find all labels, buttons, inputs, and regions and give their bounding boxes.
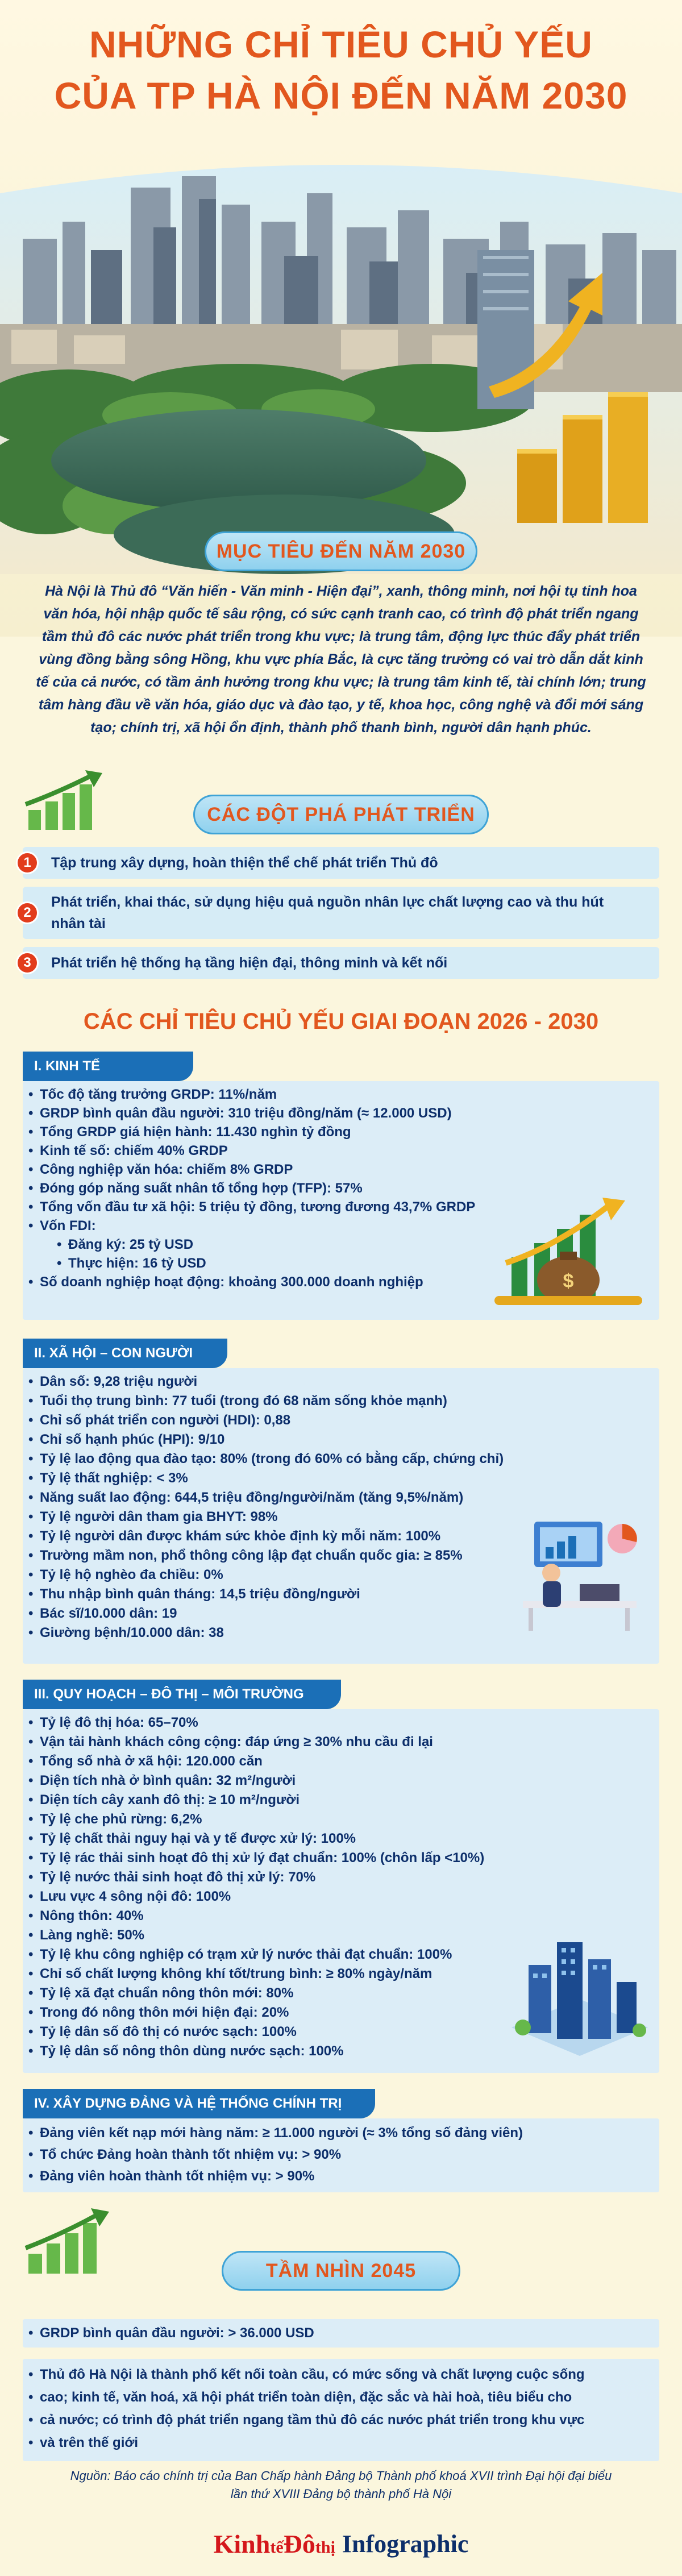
breakthrough-item-2 xyxy=(23,887,659,939)
list-item: • Công nghiệp văn hóa: chiếm 8% GRDP xyxy=(40,1162,293,1178)
list-item: • Lưu vực 4 sông nội đô: 100% xyxy=(40,1889,231,1905)
list-item: • Tỷ lệ người dân được khám sức khỏe định kỳ mỗi năm: 100% xyxy=(40,1528,440,1544)
society-panel xyxy=(23,1368,659,1664)
list-item: • Vốn FDI: xyxy=(40,1218,96,1234)
breakthrough-text: Tập trung xây dựng, hoàn thiện thể chế phát triển Thủ đô xyxy=(51,855,438,871)
list-item: • Nông thôn: 40% xyxy=(40,1908,144,1924)
footer-brand xyxy=(0,2524,682,2563)
list-item: • Tốc độ tăng trưởng GRDP: 11%/năm xyxy=(40,1087,277,1103)
list-item: • Tỷ lệ chất thải nguy hại và y tế được xử lý: 100% xyxy=(40,1831,356,1847)
growth-chart-icon xyxy=(23,770,119,833)
list-item: • Tuổi thọ trung bình: 77 tuổi (trong đó 68 năm sống khỏe mạnh) xyxy=(40,1393,447,1409)
brand-logo: KinhtếĐôthị xyxy=(213,2529,335,2558)
indicators-heading: CÁC CHỈ TIÊU CHỦ YẾU GIAI ĐOẠN 2026 - 2030 xyxy=(83,1009,599,1034)
list-item: • Tổ chức Đảng hoàn thành tốt nhiệm vụ: > 90% xyxy=(40,2147,341,2163)
list-item: • Đóng góp năng suất nhân tố tổng hợp (TFP): 57% xyxy=(40,1181,363,1196)
source-line: Nguồn: Báo cáo chính trị của Ban Chấp hành Đảng bộ Thành phố khoá XVII trình Đại hội đại biểu xyxy=(70,2469,612,2483)
list-item: • Diện tích nhà ở bình quân: 32 m²/người xyxy=(40,1773,296,1789)
list-item: • Đảng viên kết nạp mới hàng năm: ≥ 11.000 người (≈ 3% tổng số đảng viên) xyxy=(40,2125,523,2141)
infographic-label: Infographic xyxy=(342,2529,469,2558)
number-badge: 2 xyxy=(16,901,39,924)
breakthrough-text: Phát triển, khai thác, sử dụng hiệu quả nguồn nhân lực chất lượng cao và thu hút xyxy=(51,894,604,910)
list-item: • Chỉ số hạnh phúc (HPI): 9/10 xyxy=(40,1432,224,1448)
vision-heading: TẦM NHÌN 2045 xyxy=(222,2251,460,2291)
list-item: • Trong đó nông thôn mới hiện đại: 20% xyxy=(40,2005,289,2021)
list-item: • Tỷ lệ dân số nông thôn dùng nước sạch: 100% xyxy=(40,2043,344,2059)
breakthrough-item-3 xyxy=(23,947,659,979)
society-label: II. XÃ HỘI – CON NGƯỜI xyxy=(23,1339,227,1368)
title-line-2: CỦA TP HÀ NỘI ĐẾN NĂM 2030 xyxy=(54,74,628,117)
party-label: IV. XÂY DỰNG ĐẢNG VÀ HỆ THỐNG CHÍNH TRỊ xyxy=(23,2089,375,2118)
planning-label: III. QUY HOẠCH – ĐÔ THỊ – MÔI TRƯỜNG xyxy=(23,1680,341,1709)
list-item: • Tỷ lệ xã đạt chuẩn nông thôn mới: 80% xyxy=(40,1985,293,2001)
list-item: • Tổng số nhà ở xã hội: 120.000 căn xyxy=(40,1754,263,1769)
list-item: • Tỷ lệ khu công nghiệp có trạm xử lý nước thải đạt chuẩn: 100% xyxy=(40,1947,452,1963)
list-item: • Kinh tế số: chiếm 40% GRDP xyxy=(40,1143,228,1159)
list-item: • Số doanh nghiệp hoạt động: khoảng 300.000 doanh nghiệp xyxy=(40,1274,423,1290)
economy-panel xyxy=(23,1081,659,1320)
city-illustration xyxy=(0,142,682,574)
list-item: • Tỷ lệ thất nghiệp: < 3% xyxy=(40,1470,188,1486)
vision-grdp-panel xyxy=(23,2319,659,2348)
list-item: • Làng nghề: 50% xyxy=(40,1927,144,1943)
list-item: • Tỷ lệ lao động qua đào tạo: 80% (trong đó 60% có bằng cấp, chứng chỉ) xyxy=(40,1451,504,1467)
source-note xyxy=(23,2467,659,2503)
list-item: • Tổng vốn đầu tư xã hội: 5 triệu tỷ đồng, tương đương 43,7% GRDP xyxy=(40,1199,475,1215)
list-item: • Đăng ký: 25 tỷ USD xyxy=(68,1237,193,1253)
list-item: • Tổng GRDP giá hiện hành: 11.430 nghìn tỷ đồng xyxy=(40,1124,351,1140)
list-item: • Giường bệnh/10.000 dân: 38 xyxy=(40,1625,224,1641)
list-item: • Tỷ lệ hộ nghèo đa chiều: 0% xyxy=(40,1567,223,1583)
list-item: • Tỷ lệ đô thị hóa: 65–70% xyxy=(40,1715,198,1731)
list-item: • Tỷ lệ dân số đô thị có nước sạch: 100% xyxy=(40,2024,297,2040)
planning-panel xyxy=(23,1709,659,2073)
list-item: • Trường mầm non, phổ thông công lập đạt chuẩn quốc gia: ≥ 85% xyxy=(40,1548,463,1564)
vision-line: • cả nước; có trình độ phát triển ngang tầm thủ đô các nước phát triển trong khu vực xyxy=(40,2412,584,2428)
goal-line: Hà Nội là Thủ đô “Văn hiến - Văn minh - Hiện đại”, xanh, thông minh, nơi hội tụ tinh hoa xyxy=(45,583,637,599)
list-item: • Thực hiện: 16 tỷ USD xyxy=(68,1256,206,1272)
breakthrough-text: nhân tài xyxy=(51,916,106,932)
list-item: • GRDP bình quân đầu người: > 36.000 USD xyxy=(40,2325,314,2341)
list-item: • Tỷ lệ che phủ rừng: 6,2% xyxy=(40,1811,202,1827)
vision-line: • cao; kinh tế, văn hoá, xã hội phát triển toàn diện, đặc sắc và hài hoà, tiêu biểu cho xyxy=(40,2390,572,2405)
number-badge: 3 xyxy=(16,952,39,974)
goal-line: tâm hàng đầu về văn hóa, giáo dục và đào tạo, y tế, khoa học, công nghệ và đổi mới sáng xyxy=(38,697,644,713)
list-item: • Chỉ số phát triển con người (HDI): 0,88 xyxy=(40,1412,290,1428)
list-item: • Tỷ lệ người dân tham gia BHYT: 98% xyxy=(40,1509,278,1525)
vision-text-panel xyxy=(23,2359,659,2461)
goal-line: tầm thủ đô các nước phát triển trong khu vực; là trung tâm, động lực thúc đẩy phát triển xyxy=(41,629,641,645)
number-badge: 1 xyxy=(16,851,39,874)
list-item: • Dân số: 9,28 triệu người xyxy=(40,1374,197,1390)
source-line: lần thứ XVIII Đảng bộ thành phố Hà Nội xyxy=(230,2487,452,2501)
list-item: • Chỉ số chất lượng không khí tốt/trung bình: ≥ 80% ngày/năm xyxy=(40,1966,432,1982)
breakthrough-text: Phát triển hệ thống hạ tầng hiện đại, thông minh và kết nối xyxy=(51,955,448,971)
list-item: • Diện tích cây xanh đô thị: ≥ 10 m²/người xyxy=(40,1792,300,1808)
list-item: • Tỷ lệ nước thải sinh hoạt đô thị xử lý: 70% xyxy=(40,1869,315,1885)
list-item: • Năng suất lao động: 644,5 triệu đồng/người/năm (tăng 9,5%/năm) xyxy=(40,1490,463,1506)
list-item: • GRDP bình quân đầu người: 310 triệu đồng/năm (≈ 12.000 USD) xyxy=(40,1106,452,1121)
goal-heading: MỤC TIÊU ĐẾN NĂM 2030 xyxy=(205,531,477,571)
economy-label: I. KINH TẾ xyxy=(23,1052,193,1081)
vision-line: • Thủ đô Hà Nội là thành phố kết nối toàn cầu, có mức sống và chất lượng cuộc sống xyxy=(40,2367,585,2383)
title-line-1: NHỮNG CHỈ TIÊU CHỦ YẾU xyxy=(89,23,593,65)
breakthrough-heading: CÁC ĐỘT PHÁ PHÁT TRIỂN xyxy=(193,795,489,834)
svg-text:$: $ xyxy=(563,1270,574,1292)
list-item: • Đảng viên hoàn thành tốt nhiệm vụ: > 90% xyxy=(40,2168,314,2184)
office-desk-icon xyxy=(512,1516,648,1635)
breakthrough-item-1 xyxy=(23,847,659,879)
smart-city-icon xyxy=(512,1931,648,2056)
goal-line: văn hóa, hội nhập quốc tế sâu rộng, có sức cạnh tranh cao, có trình độ phát triển ngang xyxy=(43,606,639,622)
list-item: • Thu nhập bình quân tháng: 14,5 triệu đồng/người xyxy=(40,1586,360,1602)
party-panel xyxy=(23,2118,659,2192)
goal-line: tạo; chính trị, xã hội ổn định, thành phố thanh bình, người dân hạnh phúc. xyxy=(90,720,592,736)
goal-line: tế của cả nước, có tầm ảnh hưởng trong khu vực; là trung tâm kinh tế, tài chính lớn; trung xyxy=(36,674,646,690)
money-bag-icon xyxy=(494,1195,642,1308)
vision-line: • và trên thế giới xyxy=(40,2435,138,2451)
list-item: • Bác sĩ/10.000 dân: 19 xyxy=(40,1606,177,1622)
goal-line: vùng đồng bằng sông Hồng, khu vực phía Bắc, là cực tăng trưởng có vai trò dẫn dắt kinh xyxy=(39,651,643,667)
list-item: • Tỷ lệ rác thải sinh hoạt đô thị xử lý đạt chuẩn: 100% (chôn lấp <10%) xyxy=(40,1850,484,1866)
list-item: • Vận tải hành khách công cộng: đáp ứng ≥ 30% nhu cầu đi lại xyxy=(40,1734,433,1750)
growth-chart-icon xyxy=(23,2208,125,2276)
